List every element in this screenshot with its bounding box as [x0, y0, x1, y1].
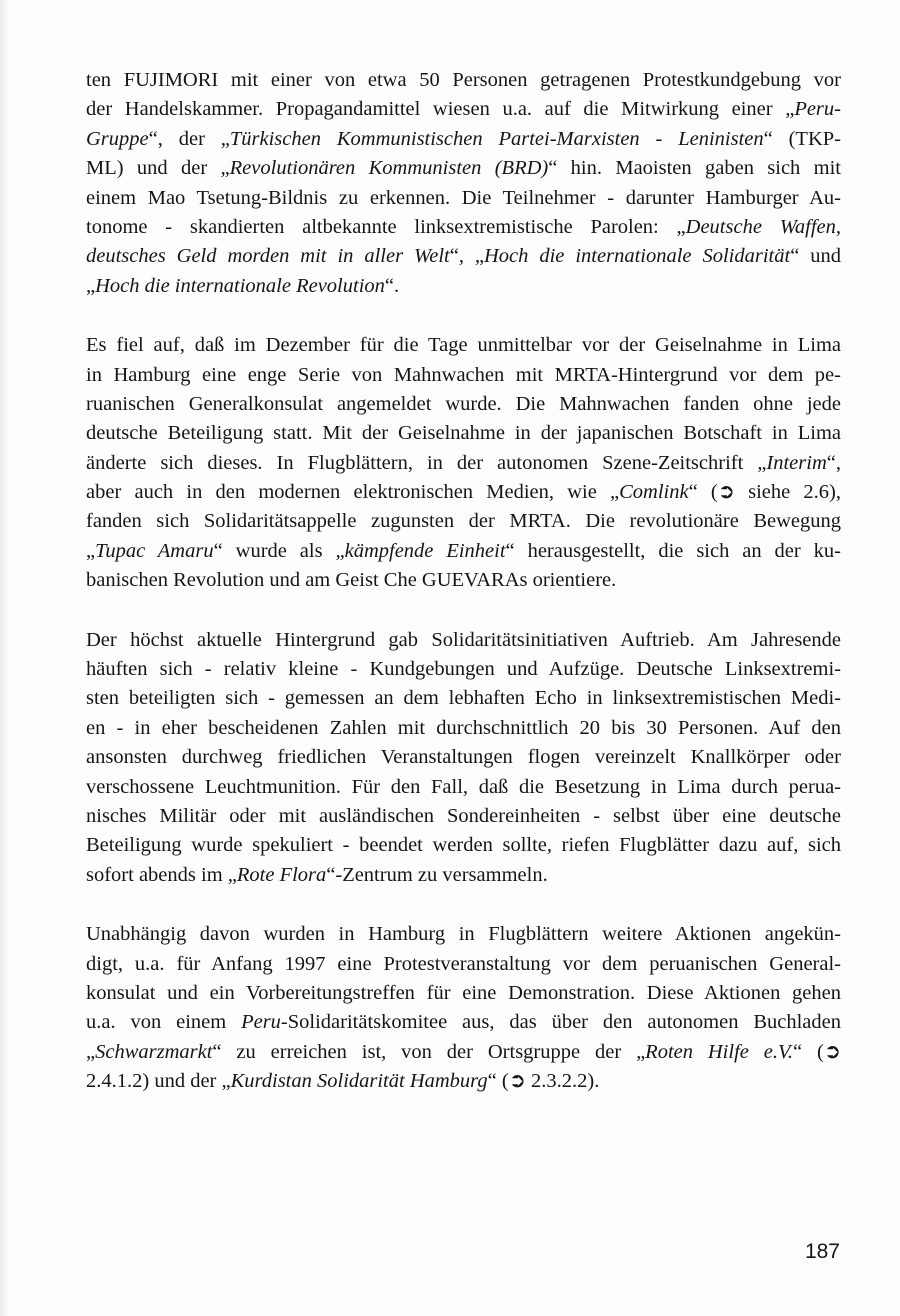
text-line: ten FUJIMORI mit einer von etwa 50 Personen getragenen Protestkundgebung vor — [86, 69, 841, 91]
text-line: en - in eher bescheidenen Zahlen mit durchschnittlich 20 bis 30 Personen. Auf den — [86, 716, 841, 739]
paragraph-2 — [86, 331, 841, 596]
text-line: digt, u.a. für Anfang 1997 eine Protestveranstaltung vor dem peruanischen General- — [86, 952, 841, 975]
text-line: sofort abends im „Rote Flora“-Zentrum zu versammeln. — [86, 863, 548, 886]
text-line: häuften sich - relativ kleine - Kundgebungen und Aufzüge. Deutsche Linksextremi- — [86, 658, 841, 681]
text-line: ruanischen Generalkonsulat angemeldet wurde. Die Mahnwachen fanden ohne jede — [86, 392, 841, 415]
paragraph-1 — [86, 66, 841, 301]
text-line: der Handelskammer. Propagandamittel wiesen u.a. auf die Mitwirkung einer „Peru- — [86, 98, 841, 121]
text-line: banischen Revolution und am Geist Che GUEVARAs orientiere. — [86, 569, 617, 592]
text-line: „Hoch die internationale Revolution“. — [86, 274, 400, 297]
text-line: Gruppe“, der „Türkischen Kommunistischen Partei-Marxisten - Leninisten“ (TKP- — [86, 127, 841, 150]
text-line: „Schwarzmarkt“ zu erreichen ist, von der Ortsgruppe der „Roten Hilfe e.V.“ (➲ — [86, 1040, 841, 1063]
text-line: Der höchst aktuelle Hintergrund gab Solidaritätsinitiativen Auftrieb. Am Jahresende — [86, 628, 841, 651]
text-line: ML) und der „Revolutionären Kommunisten (BRD)“ hin. Maoisten gaben sich mit — [86, 157, 841, 180]
text-line: in Hamburg eine enge Serie von Mahnwachen mit MRTA-Hintergrund vor dem pe- — [86, 363, 841, 386]
text-line: ansonsten durchweg friedlichen Veranstaltungen flogen vereinzelt Knallkörper oder — [86, 746, 841, 769]
text-line: änderte sich dieses. In Flugblättern, in der autonomen Szene-Zeitschrift „Interim“, — [86, 451, 841, 474]
text-line: verschossene Leuchtmunition. Für den Fall, daß die Besetzung in Lima durch perua- — [86, 775, 841, 798]
text-line: Es fiel auf, daß im Dezember für die Tage unmittelbar vor der Geiselnahme in Lima — [86, 334, 841, 357]
text-line: „Tupac Amaru“ wurde als „kämpfende Einheit“ herausgestellt, die sich an der ku- — [86, 539, 841, 562]
text-line: tonome - skandierten altbekannte linksextremistische Parolen: „Deutsche Waffen, — [86, 215, 841, 238]
scan-edge-shadow — [0, 0, 10, 1316]
text-line: sten beteiligten sich - gemessen an dem lebhaften Echo in linksextremistischen Medi- — [86, 687, 841, 710]
text-line: 2.4.1.2) und der „Kurdistan Solidarität Hamburg“ (➲ 2.3.2.2). — [86, 1070, 600, 1093]
paragraph-4 — [86, 920, 841, 1096]
body-text — [86, 66, 841, 1097]
page-number: 187 — [804, 1240, 840, 1263]
text-line: aber auch in den modernen elektronischen Medien, wie „Comlink“ (➲ siehe 2.6), — [86, 481, 841, 504]
text-line: deutsche Beteiligung statt. Mit der Geiselnahme in der japanischen Botschaft in Lima — [86, 422, 841, 445]
text-line: nisches Militär oder mit ausländischen Sondereinheiten - selbst über eine deutsche — [86, 804, 841, 827]
text-line: u.a. von einem Peru-Solidaritätskomitee aus, das über den autonomen Buchladen — [86, 1011, 841, 1034]
text-line: einem Mao Tsetung-Bildnis zu erkennen. Die Teilnehmer - darunter Hamburger Au- — [86, 186, 841, 209]
paragraph-3 — [86, 626, 841, 891]
text-line: fanden sich Solidaritätsappelle zugunsten der MRTA. Die revolutionäre Bewegung — [86, 510, 841, 533]
text-line: konsulat und ein Vorbereitungstreffen für eine Demonstration. Diese Aktionen gehen — [86, 981, 841, 1004]
text-line: deutsches Geld morden mit in aller Welt“, „Hoch die internationale Solidarität“ und — [86, 245, 841, 268]
text-line: Beteiligung wurde spekuliert - beendet werden sollte, riefen Flugblätter dazu auf, sich — [86, 834, 841, 857]
text-line: Unabhängig davon wurden in Hamburg in Flugblättern weitere Aktionen angekün- — [86, 923, 841, 946]
